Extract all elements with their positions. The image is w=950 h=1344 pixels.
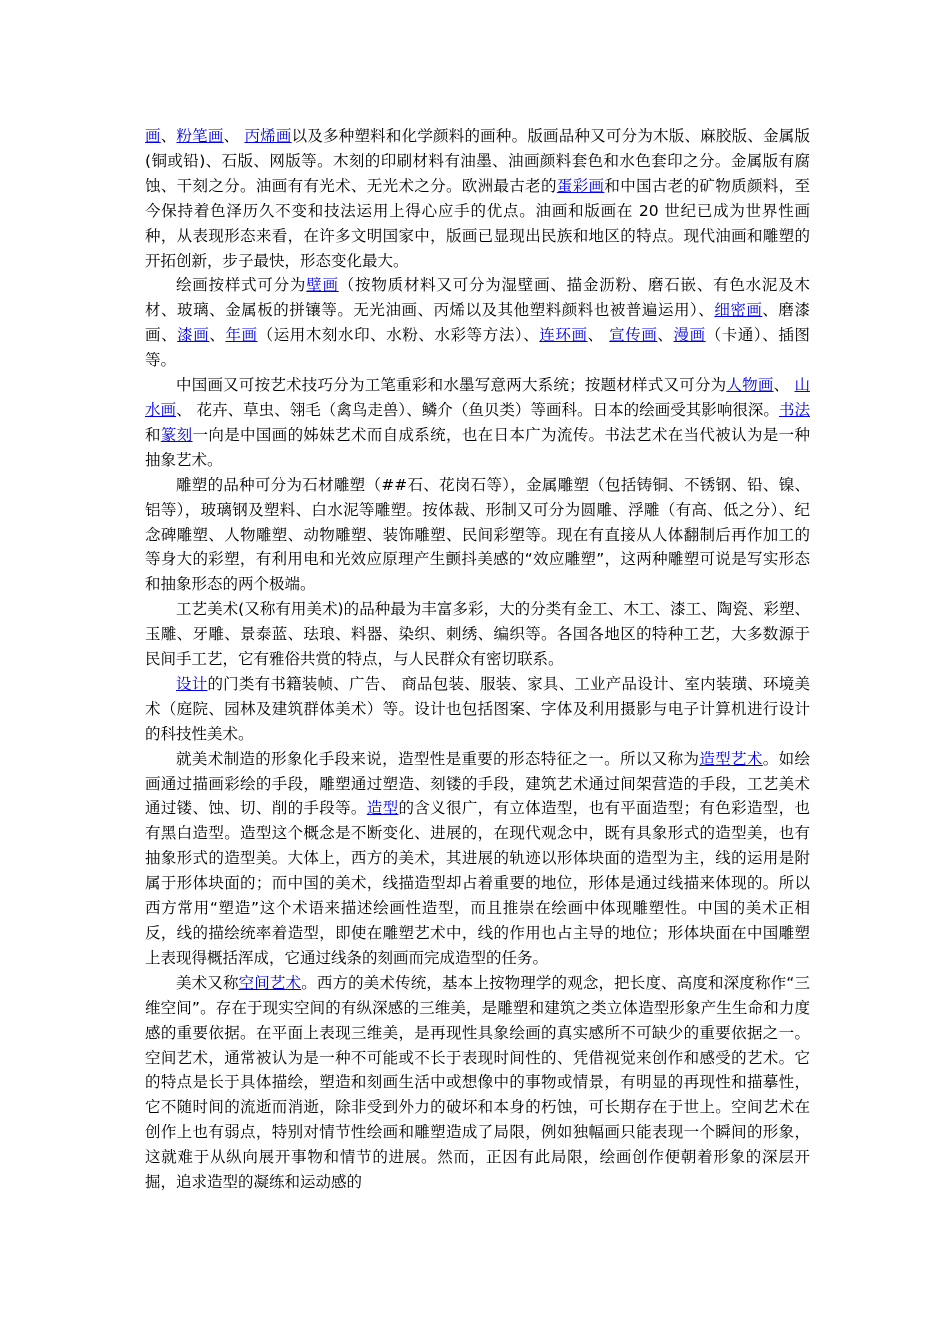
hyperlink[interactable]: 漫画	[673, 326, 706, 345]
paragraph	[145, 273, 810, 373]
text-run: 和中国古老的矿物质颜料，至今保持着色泽历久不变和技法运用上得心应手的优点。油画和版画在 20 世纪已成为世界性画种，从表现形态来看，在许多文明国家中，版画已显现出民族和地区的特点。现代油画和雕塑的开拓创新，步子最快，形态变化最大。	[145, 176, 810, 270]
text-run: （卡通）、插图等。	[145, 326, 810, 370]
hyperlink[interactable]: 设计	[176, 674, 208, 693]
hyperlink[interactable]: 年画	[225, 326, 258, 345]
paragraph	[145, 971, 810, 1195]
hyperlink[interactable]: 山水画	[145, 376, 810, 419]
text-run: 雕塑的品种可分为石材雕塑（##石、花岗石等），金属雕塑（包括铸铜、不锈钢、铅、镍、铝等），玻璃钢及塑料、白水泥等雕塑。按体裁、形制又可分为圆雕、浮雕（有高、低之分）、纪念碑雕塑、人物雕塑、动物雕塑、装饰雕塑、民间彩塑等。现在有直接从人体翻制后再作加工的等身大的彩塑，有利用电和光效应原理产生颤抖美感的“效应雕塑”，这两种雕塑可说是写实形态和抽象形态的两个极端。	[145, 475, 810, 594]
text-run: 、	[587, 326, 610, 345]
hyperlink[interactable]: 造型	[366, 799, 399, 818]
text-run: 、	[657, 326, 674, 345]
text-run: 工艺美术(又称有用美术)的品种最为丰富多彩，大的分类有金工、木工、漆工、陶瓷、彩塑、玉雕、牙雕、景泰蓝、珐琅、料器、染织、刺绣、编织等。各国各地区的特种工艺，大多数源于民间手工艺，它有雅俗共赏的特点，与人民群众有密切联系。	[145, 600, 810, 669]
text-run: 。如绘画通过描画彩绘的手段，雕塑通过塑造、刻镂的手段，建筑艺术通过间架营造的手段，工艺美术通过镂、蚀、切、削的手段等。	[145, 749, 810, 818]
text-run: 、	[773, 376, 795, 395]
hyperlink[interactable]: 粉笔画	[176, 127, 224, 145]
document-body	[145, 124, 810, 1195]
text-run: 一向是中国画的姊妹艺术而自成系统，也在日本广为流传。书法艺术在当代被认为是一种抽象艺术。	[145, 425, 810, 469]
hyperlink[interactable]: 书法	[778, 400, 810, 419]
text-run: 中国画又可按艺术技巧分为工笔重彩和水墨写意两大系统；按题材样式又可分为	[176, 376, 727, 395]
text-run: （运用木刻水印、水粉、水彩等方法）、	[257, 326, 540, 345]
text-run: 、磨漆画、	[145, 301, 810, 345]
paragraph	[145, 373, 810, 473]
paragraph	[145, 473, 810, 598]
paragraph	[145, 672, 810, 747]
text-run: 绘画按样式可分为	[176, 276, 307, 295]
text-run: 、 花卉、草虫、翎毛（禽鸟走兽）、鳞介（鱼贝类）等画科。日本的绘画受其影响很深。	[176, 400, 779, 419]
text-run: （按物质材料又可分为湿壁画、描金沥粉、磨石嵌、有色水泥及木材、玻璃、金属板的拼镶等。无光油画、丙烯以及其他塑料颜料也被普遍运用）、	[145, 276, 810, 320]
text-run: 。西方的美术传统，基本上按物理学的观念，把长度、高度和深度称作“三维空间”。存在于现实空间的有纵深感的三维美，是雕塑和建筑之类立体造型形象产生生命和力度感的重要依据。在平面上表现三维美，是再现性具象绘画的真实感所不可缺少的重要依据之一。空间艺术，通常被认为是一种不可能或不长于表现时间性的、凭借视觉来创作和感受的艺术。它的特点是长于具体描绘，塑造和刻画生活中或想像中的事物或情景，有明显的再现性和描摹性，它不随时间的流逝而消逝，除非受到外力的破坏和本身的朽蚀，可长期存在于世上。空间艺术在创作上也有弱点，特别对情节性绘画和雕塑造成了局限，例如独幅画只能表现一个瞬间的形象，这就难于从纵向展开事物和情节的进展。然而，正因有此局限，绘画创作便朝着形象的深层开掘，追求造型的凝练和运动感的	[145, 973, 810, 1192]
hyperlink[interactable]: 画	[145, 127, 161, 145]
hyperlink[interactable]: 漆画	[177, 326, 210, 345]
text-run: 、	[223, 127, 245, 145]
hyperlink[interactable]: 人物画	[726, 376, 774, 395]
text-run: 的门类有书籍装帧、广告、 商品包装、服装、家具、工业产品设计、室内装璜、环境美术（庭院、园林及建筑群体美术）等。设计也包括图案、字体及利用摄影与电子计算机进行设计的科技性美术。	[145, 674, 810, 743]
text-run: 以及多种塑料和化学颜料的画种。版画品种又可分为木版、麻胶版、金属版(铜或铅)、石版、网版等。木刻的印刷材料有油墨、油画颜料套色和水色套印之分。金属版有腐蚀、干刻之分。油画有有光术、无光术之分。欧洲最古老的	[145, 127, 810, 195]
text-run: 美术又称	[176, 973, 239, 992]
hyperlink[interactable]: 空间艺术	[238, 973, 302, 992]
paragraph	[145, 597, 810, 672]
paragraph	[145, 747, 810, 971]
hyperlink[interactable]: 壁画	[306, 276, 339, 295]
hyperlink[interactable]: 细密画	[714, 301, 763, 320]
hyperlink[interactable]: 造型艺术	[699, 749, 763, 768]
text-run: 的含义很广，有立体造型，也有平面造型；有色彩造型，也有黑白造型。造型这个概念是不断变化、进展的，在现代观念中，既有具象形式的造型美，也有抽象形式的造型美。大体上，西方的美术，其进展的轨迹以形体块面的造型为主，线的运用是附属于形体块面的；而中国的美术，线描造型却占着重要的地位，形体是通过线描来体现的。所以西方常用“塑造”这个术语来描述绘画性造型，而且推崇在绘画中体现雕塑性。中国的美术正相反，线的描绘统率着造型，即使在雕塑艺术中，线的作用也占主导的地位；形体块面在中国雕塑上表现得概括浑成，它通过线条的刻画而完成造型的任务。	[145, 799, 810, 967]
paragraph	[145, 124, 810, 273]
hyperlink[interactable]: 丙烯画	[244, 127, 292, 145]
hyperlink[interactable]: 蛋彩画	[556, 176, 605, 195]
hyperlink[interactable]: 篆刻	[160, 425, 193, 444]
hyperlink[interactable]: 宣传画	[609, 326, 658, 345]
text-run: 就美术制造的形象化手段来说，造型性是重要的形态特征之一。所以又称为	[176, 749, 700, 768]
text-run: 和	[145, 425, 161, 444]
hyperlink[interactable]: 连环画	[539, 326, 588, 345]
text-run: 、	[209, 326, 226, 345]
text-run: 、	[160, 127, 177, 145]
